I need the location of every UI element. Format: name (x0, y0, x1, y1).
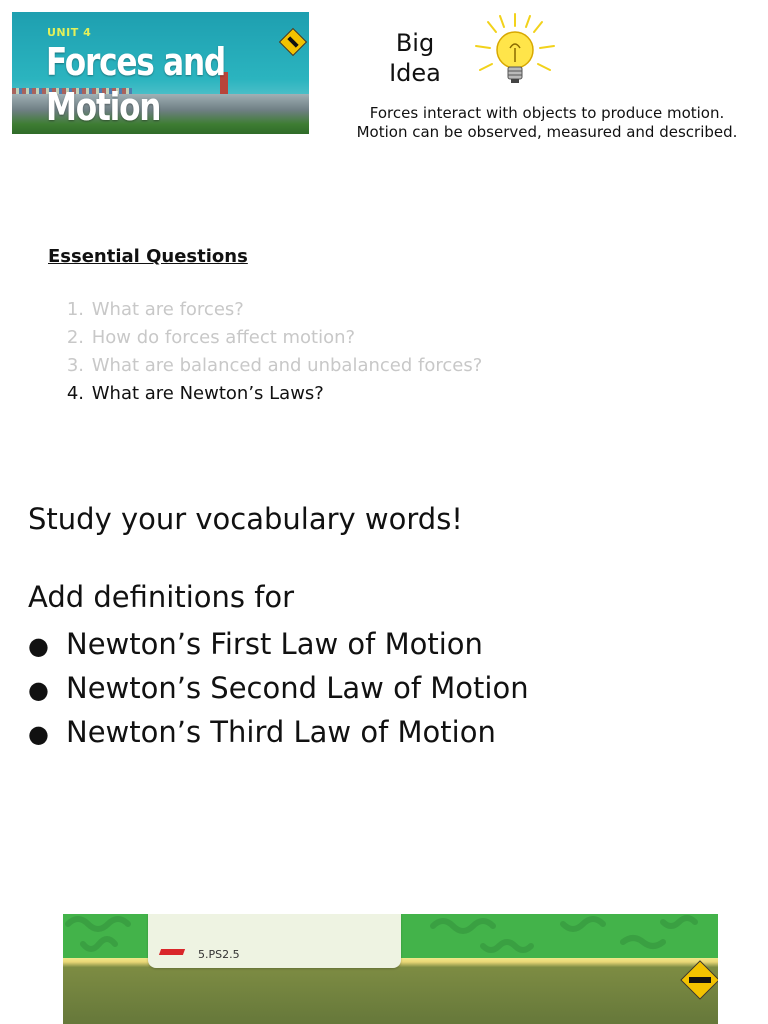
list-item (44, 352, 482, 380)
bullet-icon: ● (28, 676, 49, 704)
big-idea-text: Forces interact with objects to produce motion. Motion can be observed, measured and described. (356, 104, 738, 141)
big-idea-heading (380, 28, 450, 88)
bullet-icon: ● (28, 632, 49, 660)
question-number: 1. (66, 299, 84, 320)
lightbulb-icon (470, 12, 560, 96)
question-number: 3. (66, 355, 84, 376)
list-item (44, 380, 482, 408)
unit-banner (12, 12, 309, 134)
standard-tag (148, 914, 401, 968)
law-text: Newton’s First Law of Motion (66, 627, 483, 661)
list-item (28, 710, 529, 754)
law-text: Newton’s Third Law of Motion (66, 715, 496, 749)
list-item (44, 296, 482, 324)
newton-laws-list (28, 622, 529, 754)
add-definitions-heading: Add definitions for (28, 580, 295, 614)
question-number: 4. (66, 383, 84, 404)
big-idea-heading-line1: Big (395, 29, 435, 57)
list-item (44, 324, 482, 352)
bullet-icon: ● (28, 720, 49, 748)
law-text: Newton’s Second Law of Motion (66, 671, 529, 705)
bottom-panel-image (63, 914, 718, 1024)
question-text: What are forces? (91, 299, 244, 320)
question-text: How do forces affect motion? (91, 327, 356, 348)
unit-label: UNIT 4 (47, 26, 92, 39)
question-number: 2. (66, 327, 84, 348)
list-item (28, 622, 529, 666)
question-text: What are balanced and unbalanced forces? (91, 355, 483, 376)
unit-title-line2: Motion (46, 85, 161, 129)
study-instruction: Study your vocabulary words! (28, 502, 463, 536)
essential-questions-heading: Essential Questions (48, 246, 248, 267)
caution-diamond-icon (279, 28, 307, 56)
flag-icon (159, 949, 185, 955)
unit-title-line1: Forces and (46, 40, 226, 84)
big-idea-heading-line2: Idea (389, 59, 441, 87)
question-text: What are Newton’s Laws? (91, 383, 324, 404)
list-item (28, 666, 529, 710)
essential-questions-list (44, 296, 482, 408)
standard-code: 5.PS2.5 (198, 948, 240, 961)
